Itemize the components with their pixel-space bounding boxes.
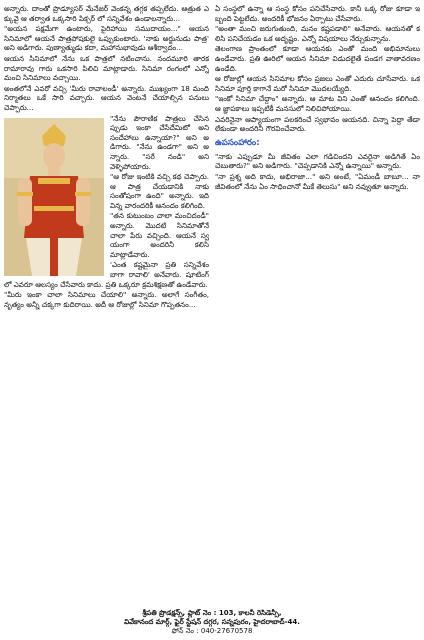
paragraph: "నేను పౌరాణిక పాత్రలు చేసినప్పుడు ఇంకా చేసేదేమిటో అని సందేహాలు ఉన్నాయా?" అని అడిగారు. "నేను ఉండగా" అని అన్నారు. "సరే నండి" అని వెళ్ళిపోయారు. xyxy=(110,113,209,171)
paragraph: ఎవరినైనా ఆప్యాయంగా పలకరించే స్వభావం ఆయనది. చిన్నా పెద్దా తేడా లేకుండా అందరినీ గౌరవించేవారు. xyxy=(215,114,420,134)
phone-line: ఫోన్ నెం : 040-27670578 xyxy=(171,627,253,635)
left-column xyxy=(4,4,209,610)
address-line: శ్రీపతి ప్రొడక్షన్స్, ప్లాట్ నెం : 103, కాలనీ రెసిడెన్సీ, xyxy=(142,609,282,617)
paragraph: అంతలోనే ఎవరో వచ్చి 'మీరు రావాలండీ' అన్నారు. ముఖ్యంగా 18 మంది నిర్మాతలు ఒకే సారి వచ్చారు. ఆయన వెంటనే చేయాల్సిన పనులు చెప్పారు... xyxy=(4,83,209,112)
paragraph: "అంతా మంచి జరుగుతుంది, మనం కష్టపడాలి" అనేవారు. ఆయనతో కలిసి పనిచేయడం ఒక అదృష్టం. ఎన్నో విషయాలు నేర్చుకున్నాను. xyxy=(215,24,420,43)
address-line: వివేకానంద మార్గ్, ఫైర్ స్టేషన్ దగ్గర, సన్నపురం, హైదరాబాద్-44. xyxy=(124,618,300,626)
paragraph: "ఇంకో సినిమా చేద్దాం" అన్నారు. ఆ మాట విని ఎంతో ఆనందం కలిగింది. ఆ జ్ఞాపకాలు ఇప్పటికీ మనసులో నిలిచిపోయాయి. xyxy=(215,94,420,113)
paragraph: తెలంగాణ ప్రాంతంలో కూడా ఆయనకు ఎంతో మంది అభిమానులు ఉండేవారు. ప్రతి ఊరిలో ఆయన సినిమా విడుదలైతే పండగ వాతావరణం ఉండేది. xyxy=(215,44,420,73)
paragraph: ఏ సంస్థలో ఉన్నా ఆ సంస్థ కోసం పనిచేసేవారు. కానీ ఒక్క రోజు కూడా ఇబ్బంది పెట్టలేదు. అందరికీ భోజనం ఏర్పాటు చేసేవారు. xyxy=(215,4,420,23)
paragraph: ఆయన సినిమాలో నేను ఒక పాత్రలో నటించాను. నందమూరి తారక రామారావు గారు ఒకసారి పిలిచి మాట్లాడారు. సినిమా రంగంలో ఎన్నో మంచి సినిమాలు వచ్చాయి. xyxy=(4,53,209,83)
section-heading: ఉపసంహారం: xyxy=(215,137,260,148)
paragraph: "ఆ రోజు ఇంటికి వచ్చి కథ చెప్పారు. ఆ పాత్ర చేయడానికి నాకు సంతోషంగా ఉంది" అన్నారు. ఇది విన్న వారందరికీ ఆనందం కలిగింది. xyxy=(110,172,209,210)
paragraph: 'ఎంత కష్టమైనా ప్రతి సన్నివేశం బాగా రావాలి' అనేవారు. షూటింగ్ లో ఎవరూ ఆలస్యం చేసేవారు కాదు. ప్రతి ఒక్కరూ క్రమశిక్షణతో ఉండేవారు. xyxy=(4,260,209,289)
paragraph: ఆ రోజుల్లో ఆయన సినిమాల కోసం ప్రజలు ఎంతో ఎదురు చూసేవారు. ఒక సినిమా పూర్తి కాగానే మరో సినిమా మొదలయ్యేది. xyxy=(215,74,420,93)
photo-illustration xyxy=(4,118,104,276)
article-columns xyxy=(4,4,420,610)
paragraph: "మీరు ఇంకా చాలా సినిమాలు చేయాలి" అన్నారు. అలాగే సంగీతం, నృత్యం అన్నీ చక్కగా కుదిరాయి. అదీ ఆ రోజుల్లో సినిమా గొప్పతనం... xyxy=(4,290,209,309)
author-address-footer xyxy=(0,609,424,636)
ntr-costume-photo xyxy=(4,118,104,276)
paragraph: "అయన పక్షమేగా ఉంటారు, పైరిహాయి సముదాయం..." ఆయన సినిమాలో ఆయనే పాత్రపోషకులై ఒప్పుకుంటారు. 'నాకు అర్జునుడు పాత్ర' అని అడిగారు. పుణ్యాత్ముడు కదా, మహానుభావుడు ఆశీర్వాదం... xyxy=(4,24,209,53)
right-column xyxy=(215,4,420,610)
paragraph: "నా ప్రశ్న అది కాదు, అభిరాజా..." అని అంటే, "ఏమండీ బాబూ... నా జీవితంలో నేను ఏం సాధించానో మీకే తెలుసు" అని నవ్వుతూ అన్నారు. xyxy=(215,171,420,191)
paragraph: అన్నారు. దాంతో ప్రొడ్యూసర్ మేనేజర్ వెంకన్న తగ్గక తప్పలేదు. ఆత్రుత ఎక్కువై ఆ తర్వాత ఒక్కసారి పిక్చర్ లో సన్నివేశం ఉండాలన్నారు... xyxy=(4,4,209,23)
paragraph: "తన కుటుంబం చాలా మంచిదండీ" అన్నారు. మొదటి సినిమాతోనే చాలా పేరు వచ్చింది. ఆయనే స్వయంగా అందరినీ కలిసి మాట్లాడేవారు. xyxy=(110,211,209,259)
paragraph: "నాకు ఎప్పుడూ మీ జీవితం ఎలా గడిచిందని ఎవరైనా అడిగితే ఏం చెబుతారు?" అని అడిగారు. "చెప్పడానికి ఎన్నో ఉన్నాయి" అన్నారు. xyxy=(215,151,420,171)
